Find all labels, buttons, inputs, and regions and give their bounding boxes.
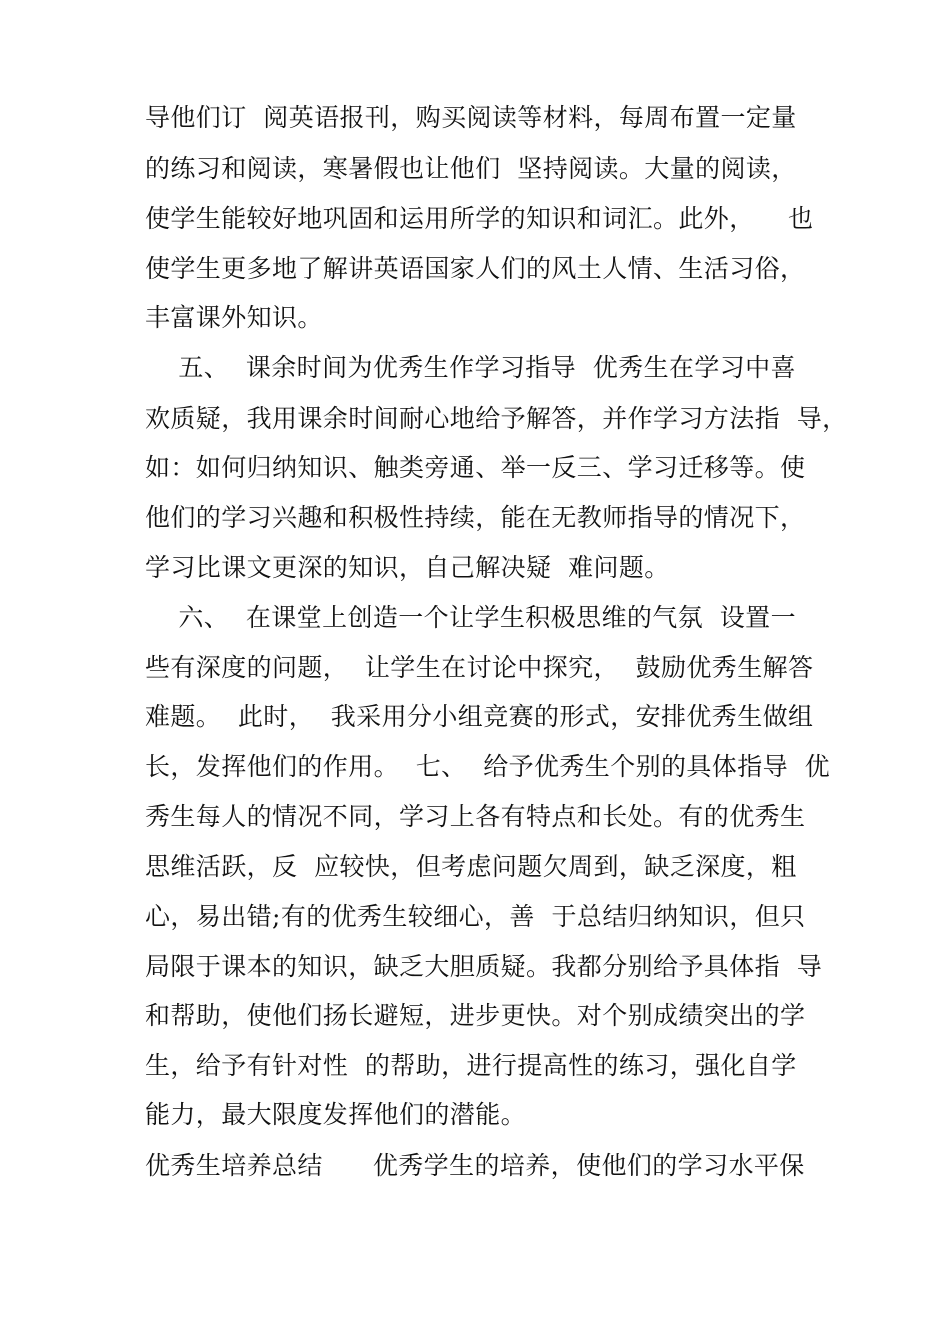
- text-line: 局限于课本的知识，缺乏大胆质疑。我都分别给予具体指 导: [145, 952, 823, 981]
- text-line: 秀生每人的情况不同，学习上各有特点和长处。有的优秀生: [145, 802, 806, 831]
- text-line: 的练习和阅读，寒暑假也让他们 坚持阅读。大量的阅读，: [145, 154, 797, 183]
- text-line: 导他们订 阅英语报刊，购买阅读等材料，每周布置一定量: [145, 103, 797, 132]
- text-line: 长，发挥他们的作用。 七、 给予优秀生个别的具体指导 优: [145, 752, 831, 781]
- text-line: 如：如何归纳知识、触类旁通、举一反三、学习迁移等。使: [145, 453, 806, 482]
- text-line: 五、 课余时间为优秀生作学习指导 优秀生在学习中喜: [145, 353, 796, 382]
- text-line: 使学生更多地了解讲英语国家人们的风土人情、生活习俗，: [145, 254, 806, 283]
- text-line: 他们的学习兴趣和积极性持续，能在无教师指导的情况下，: [145, 503, 806, 532]
- text-line: 能力，最大限度发挥他们的潜能。: [145, 1100, 527, 1129]
- text-line: 优秀生培养总结 优秀学生的培养，使他们的学习水平保: [145, 1151, 805, 1180]
- text-line: 和帮助，使他们扬长避短，进步更快。对个别成绩突出的学: [145, 1001, 806, 1030]
- text-line: 心，易出错;有的优秀生较细心，善 于总结归纳知识，但只: [145, 902, 806, 931]
- text-line: 六、 在课堂上创造一个让学生积极思维的气氛 设置一: [145, 603, 796, 632]
- text-line: 思维活跃，反 应较快，但考虑问题欠周到，缺乏深度，粗: [145, 852, 797, 881]
- text-line: 生，给予有针对性 的帮助，进行提高性的练习，强化自学: [145, 1051, 797, 1080]
- text-line: 些有深度的问题， 让学生在讨论中探究， 鼓励优秀生解答: [145, 653, 814, 682]
- text-line: 丰富课外知识。: [145, 303, 323, 332]
- text-line: 欢质疑，我用课余时间耐心地给予解答，并作学习方法指 导，: [145, 404, 848, 433]
- text-line: 学习比课文更深的知识，自己解决疑 难问题。: [145, 553, 670, 582]
- text-line: 使学生能较好地巩固和运用所学的知识和词汇。此外， 也: [145, 204, 814, 233]
- text-line: 难题。 此时， 我采用分小组竞赛的形式，安排优秀生做组: [145, 702, 814, 731]
